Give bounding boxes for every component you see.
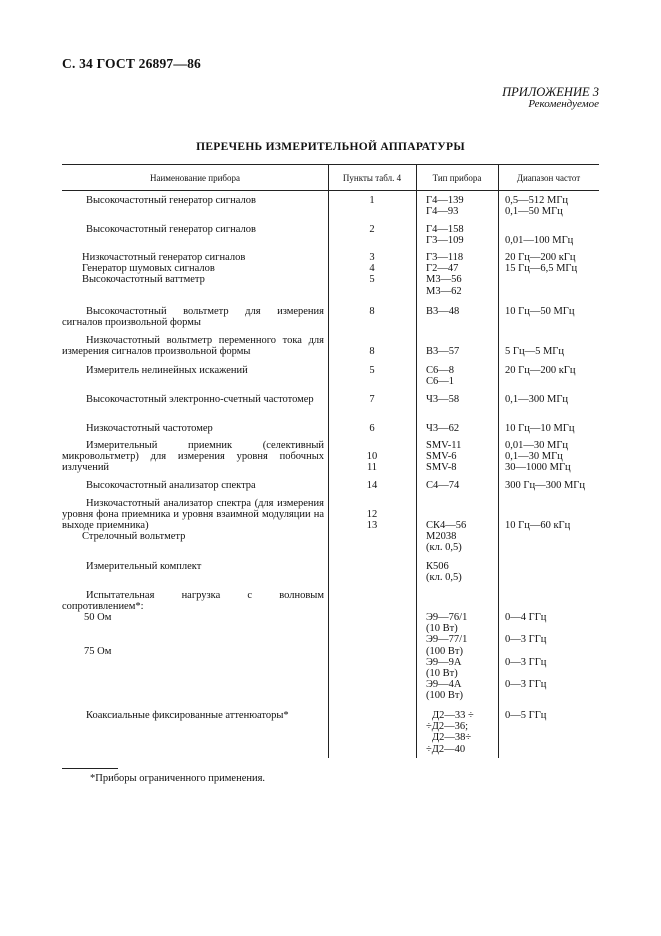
table-cell: Г4—139 Г4—93: [426, 195, 464, 218]
table-cell: К506 (кл. 0,5): [426, 561, 462, 584]
table-cell: 0—3 ГГц: [505, 679, 547, 690]
table-row: Стрелочный вольтметр: [82, 531, 186, 542]
table-cell: 3 4 5: [369, 252, 375, 286]
table-cell: 0,5—512 МГц 0,1—50 МГц: [505, 195, 569, 218]
appendix-label: [502, 86, 599, 110]
table-cell: 10 11: [366, 451, 378, 474]
table-row: 75 Ом: [84, 646, 112, 657]
equipment-table: [62, 164, 599, 758]
table-cell: 7: [369, 394, 375, 405]
table-header-rule: [62, 190, 599, 191]
column-divider: [416, 164, 417, 758]
footnote: *Приборы ограниченного применения.: [90, 773, 266, 784]
table-cell: 0,1—300 МГц: [505, 394, 569, 405]
table-cell: 8: [369, 346, 375, 357]
table-cell: 0,01—30 МГц 0,1—30 МГц 30—1000 МГц: [505, 440, 571, 474]
table-row: 50 Ом: [84, 612, 112, 623]
table-cell: Д2—33 ÷ ÷Д2—36; Д2—38÷ ÷Д2—40: [426, 710, 474, 755]
table-cell: 0—3 ГГц: [505, 634, 547, 645]
table-row: Испытательная нагрузка с волновым сопротивлением*:: [62, 590, 324, 613]
appendix-subtitle: Рекомендуемое: [528, 98, 599, 110]
table-row: Высокочастотный вольтметр для измерения сигналов произвольной формы: [62, 306, 324, 329]
table-cell: Ч3—62: [426, 423, 460, 434]
table-cell: 1: [369, 195, 375, 206]
table-cell: С6—8 С6—1: [426, 365, 455, 388]
table-cell: СК4—56 М2038 (кл. 0,5): [426, 520, 467, 554]
table-row: Измеритель нелинейных искажений: [86, 365, 248, 376]
header-device-type: Тип прибора: [432, 173, 482, 183]
table-row: Низкочастотный вольтметр переменного тока для измерения сигналов произвольной формы: [62, 335, 324, 358]
table-cell: 300 Гц—300 МГц: [505, 480, 585, 491]
table-cell: Ч3—58: [426, 394, 460, 405]
header-device-name: Наименование прибора: [149, 173, 241, 183]
table-row: Высокочастотный электронно-счетный частотомер: [86, 394, 314, 405]
table-cell: В3—48: [426, 306, 460, 317]
table-cell: 5 Гц—5 МГц: [505, 346, 564, 357]
header-frequency-range: Диапазон частот: [516, 173, 581, 183]
table-cell: 10 Гц—60 кГц: [505, 520, 571, 531]
table-row: Измерительный приемник (селективный микровольтметр) для измерения уровня побочных излучений: [62, 440, 324, 474]
table-cell: Г3—118 Г2—47 М3—56 М3—62: [426, 252, 464, 297]
footnote-rule: [62, 768, 118, 769]
table-cell: 14: [366, 480, 378, 491]
table-cell: 0—4 ГГц: [505, 612, 547, 623]
table-cell: 0—5 ГГц: [505, 710, 547, 721]
table-row: Низкочастотный генератор сигналов Генератор шумовых сигналов Высокочастотный ваттметр: [82, 252, 246, 286]
table-cell: 20 Гц—200 кГц: [505, 365, 576, 376]
table-cell: 12 13: [366, 509, 378, 532]
table-top-rule: [62, 164, 599, 165]
table-cell: Э9—76/1 (10 Вт) Э9—77/1 (100 Вт) Э9—9А (10 Вт) Э9—4А (100 Вт): [426, 612, 468, 702]
table-row: Низкочастотный частотомер: [86, 423, 213, 434]
table-cell: SMV-11 SMV-6 SMV-8: [426, 440, 462, 474]
table-cell: 0,01—100 МГц: [505, 235, 574, 246]
table-cell: С4—74: [426, 480, 460, 491]
table-cell: В3—57: [426, 346, 460, 357]
list-title: ПЕРЕЧЕНЬ ИЗМЕРИТЕЛЬНОЙ АППАРАТУРЫ: [196, 141, 465, 153]
table-cell: 8: [369, 306, 375, 317]
table-cell: Г4—158 Г3—109: [426, 224, 464, 247]
table-cell: 20 Гц—200 кГц 15 Гц—6,5 МГц: [505, 252, 578, 275]
table-row: Высокочастотный генератор сигналов: [86, 195, 256, 206]
table-row: Измерительный комплект: [86, 561, 202, 572]
table-cell: 0—3 ГГц: [505, 657, 547, 668]
table-cell: 6: [369, 423, 375, 434]
table-row: Коаксиальные фиксированные аттенюаторы*: [86, 710, 289, 721]
table-row: Высокочастотный анализатор спектра: [86, 480, 256, 491]
table-row: Высокочастотный генератор сигналов: [86, 224, 256, 235]
table-cell: 10 Гц—50 МГц: [505, 306, 575, 317]
header-table-points: Пункты табл. 4: [342, 173, 402, 183]
table-cell: 10 Гц—10 МГц: [505, 423, 575, 434]
table-row: Низкочастотный анализатор спектра (для измерения уровня фона приемника и уровня взаимной модуляции на выходе приемника): [62, 498, 324, 532]
table-cell: 5: [369, 365, 375, 376]
table-cell: 2: [369, 224, 375, 235]
appendix-title: ПРИЛОЖЕНИЕ 3: [502, 85, 599, 99]
page-header: С. 34 ГОСТ 26897—86: [62, 56, 201, 71]
